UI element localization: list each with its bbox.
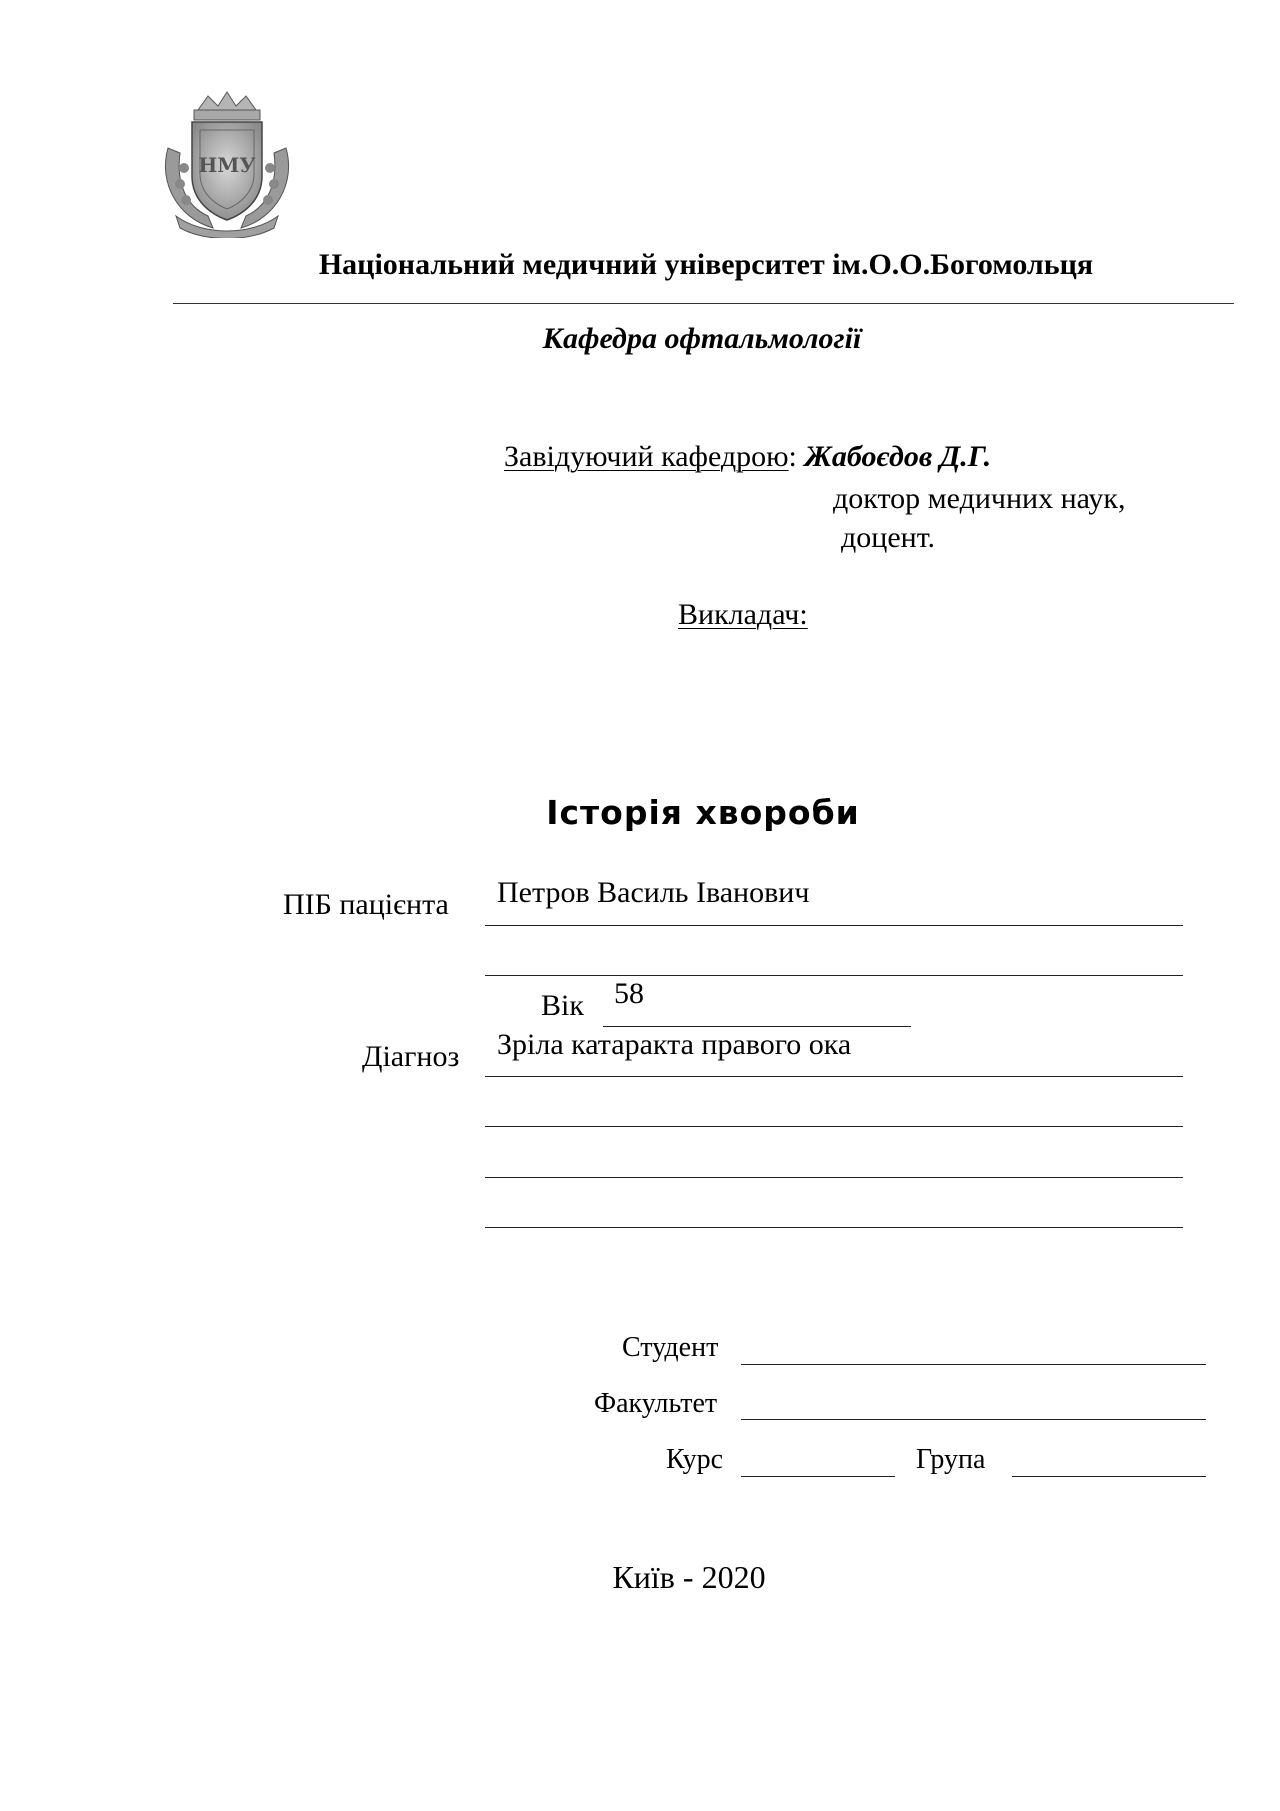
head-colon: :	[788, 440, 797, 473]
patient-name-line-2	[485, 975, 1183, 976]
head-name: Жабоєдов Д.Г.	[804, 440, 992, 473]
patient-name-line	[485, 925, 1183, 926]
teacher-label: Викладач:	[678, 598, 808, 631]
course-label: Курс	[666, 1444, 723, 1475]
diagnosis-line-3	[485, 1177, 1183, 1178]
header-divider	[173, 303, 1234, 304]
group-label: Група	[916, 1444, 986, 1475]
student-label: Студент	[622, 1332, 719, 1363]
place-year: Київ - 2020	[612, 1559, 766, 1595]
age-label: Вік	[541, 989, 584, 1022]
university-name: Національний медичний університет ім.О.О.Богомольця	[318, 248, 1094, 281]
head-of-department-line	[504, 440, 991, 474]
student-line[interactable]	[741, 1364, 1206, 1365]
head-label: Завідуючий кафедрою	[504, 440, 789, 473]
university-crest	[158, 88, 296, 238]
diagnosis-line	[485, 1076, 1183, 1077]
age-value[interactable]: 58	[614, 977, 644, 1010]
patient-name-value[interactable]: Петров Василь Іванович	[497, 876, 810, 909]
diagnosis-line-2	[485, 1126, 1183, 1127]
diagnosis-value[interactable]: Зріла катаракта правого ока	[497, 1028, 852, 1061]
document-title: Історія хвороби	[546, 793, 860, 832]
faculty-label: Факультет	[594, 1388, 718, 1419]
head-rank: доцент.	[841, 521, 936, 554]
faculty-line[interactable]	[741, 1419, 1206, 1420]
crest-icon	[158, 88, 296, 238]
group-line[interactable]	[1012, 1476, 1206, 1477]
age-line	[603, 1026, 911, 1027]
diagnosis-line-4	[485, 1227, 1183, 1228]
diagnosis-label: Діагноз	[362, 1040, 460, 1073]
crest-monogram: НМУ	[198, 153, 256, 177]
department-name: Кафедра офтальмології	[542, 322, 862, 355]
patient-name-label: ПІБ пацієнта	[283, 888, 449, 921]
course-line[interactable]	[741, 1476, 895, 1477]
head-degree: доктор медичних наук,	[833, 482, 1126, 515]
